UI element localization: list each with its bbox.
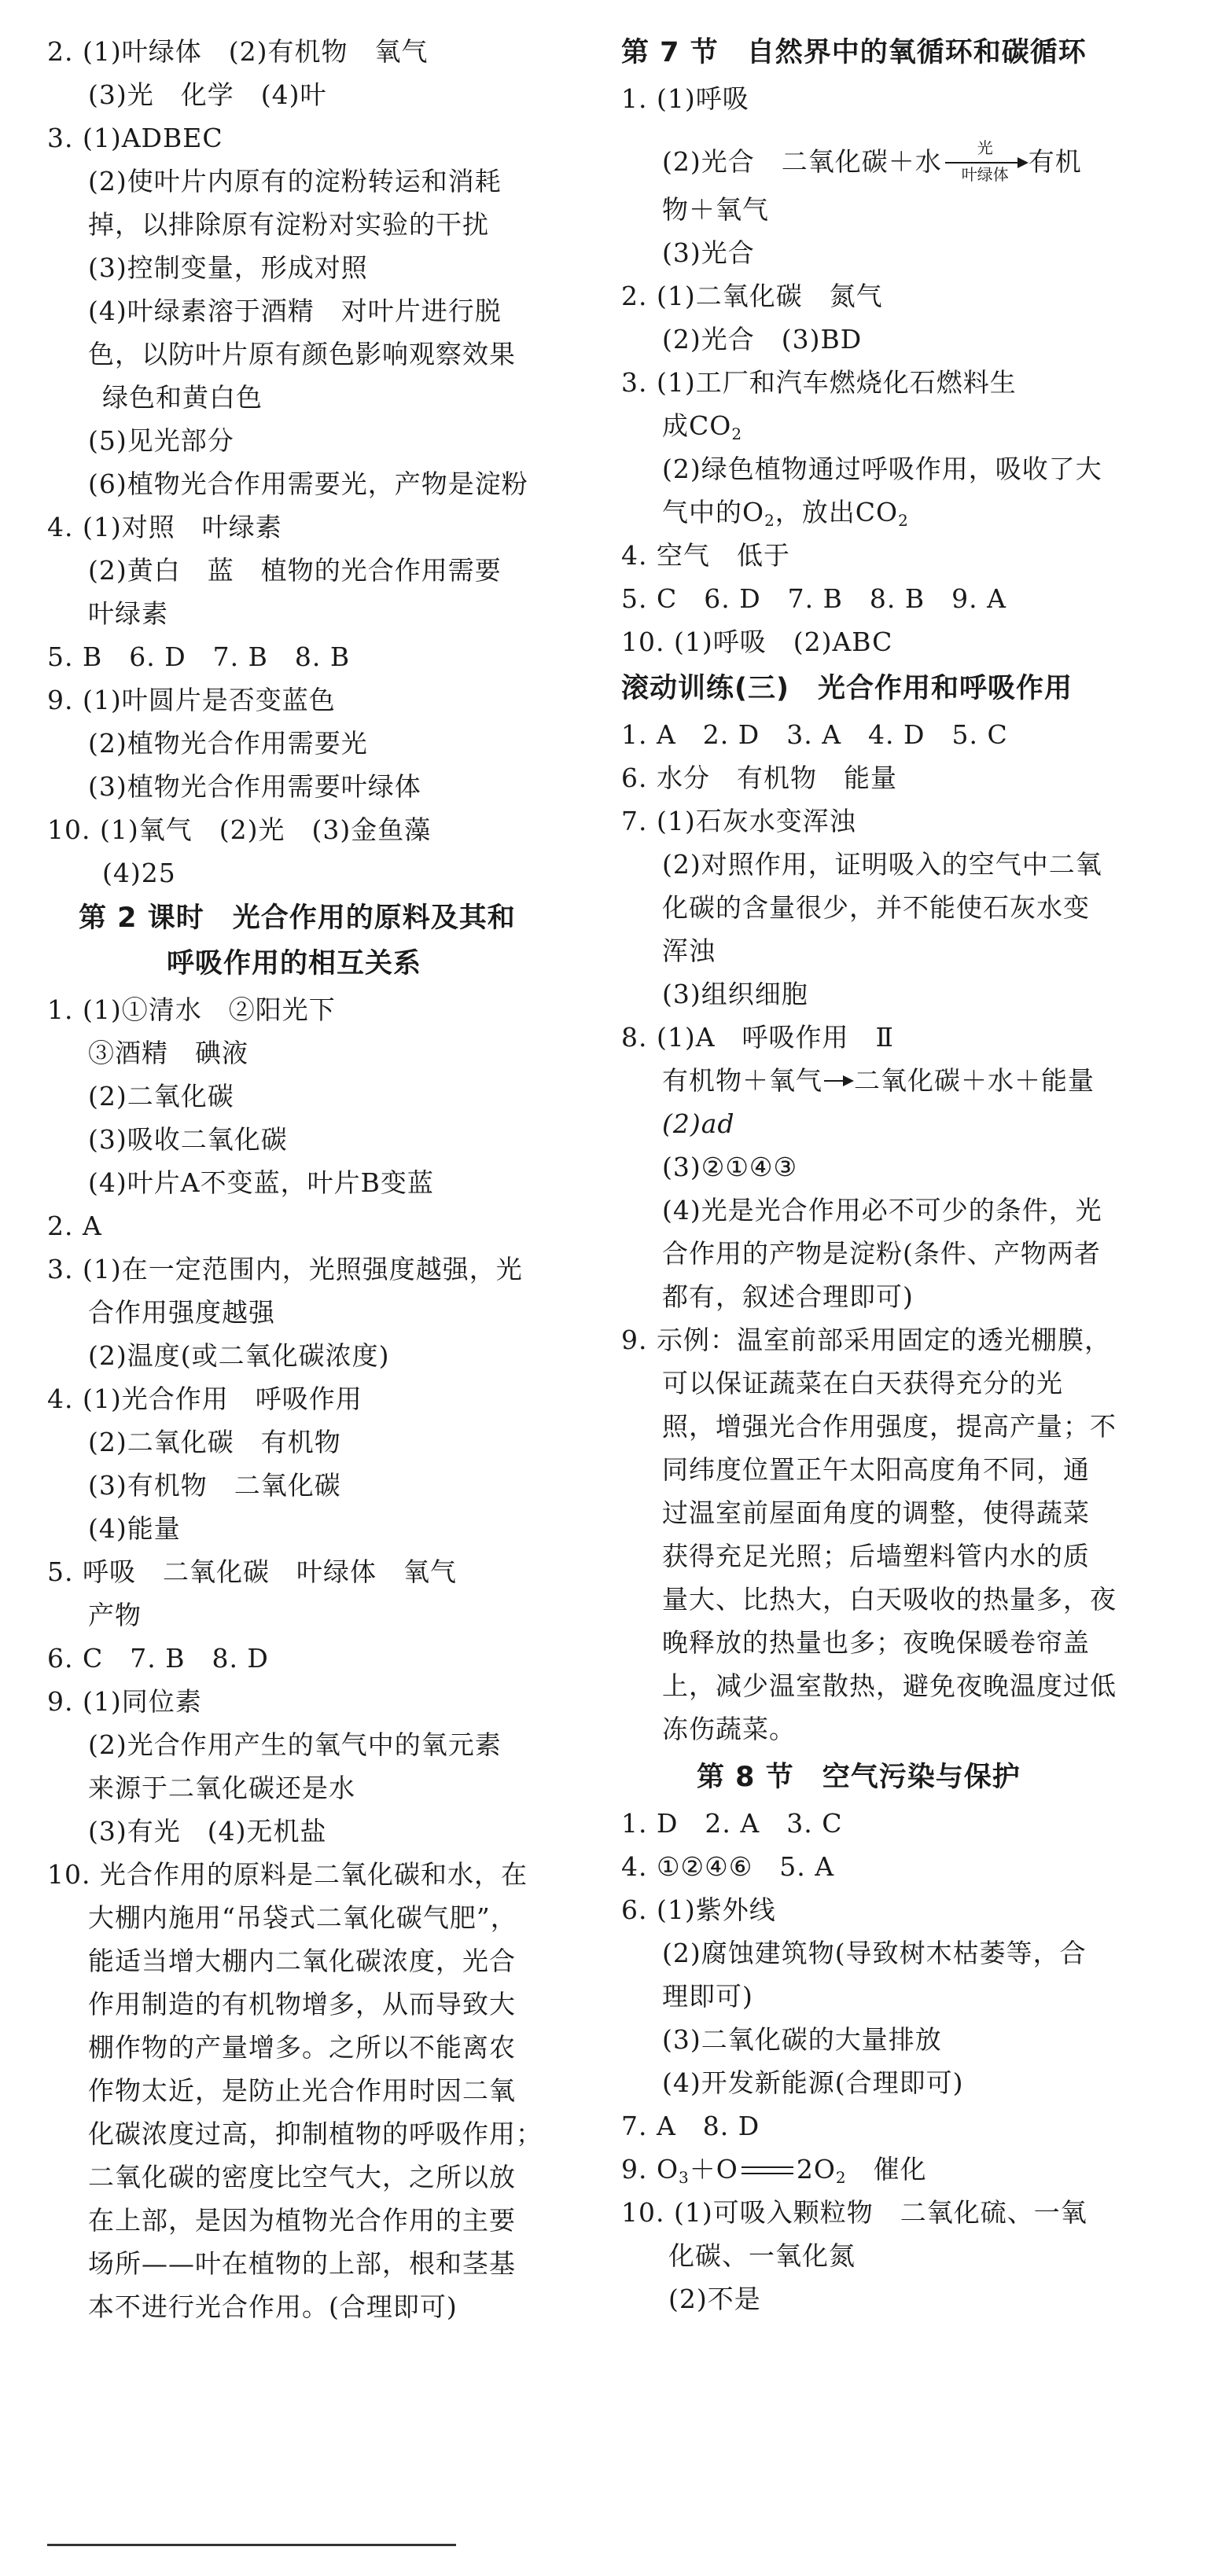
section-heading-lesson-2-cont: 呼吸作用的相互关系	[167, 948, 422, 979]
subscript: 2	[731, 424, 743, 443]
answer-line: 合作用的产物是淀粉(条件、产物两者	[662, 1238, 1101, 1269]
answer-line: ③酒精 碘液	[88, 1038, 248, 1068]
answer-line: 2. (1)二氧化碳 氮气	[621, 281, 883, 311]
arrow-condition-top: 光	[977, 138, 993, 157]
answer-line: 8. (1)A 呼吸作用 Ⅱ	[621, 1022, 894, 1053]
answer-line: 能适当增大棚内二氧化碳浓度，光合	[88, 1946, 516, 1976]
answer-line: (3)吸收二氧化碳	[88, 1124, 288, 1155]
answer-line: (2)绿色植物通过呼吸作用，吸收了大	[662, 454, 1102, 484]
answer-line: (3)有机物 二氧化碳	[88, 1470, 341, 1501]
answer-line: 9. (1)同位素	[47, 1686, 202, 1717]
answer-line: 产物	[88, 1600, 142, 1630]
answer-line: (2)植物光合作用需要光	[88, 728, 368, 759]
answer-line: 二氧化碳的密度比空气大，之所以放	[88, 2162, 516, 2192]
answer-line-equation	[662, 138, 1082, 184]
section-heading-section-8: 第 8 节 空气污染与保护	[697, 1762, 1021, 1793]
bottom-rule	[47, 2544, 456, 2546]
answer-line: 10. 光合作用的原料是二氧化碳和水，在	[47, 1859, 528, 1890]
answer-line: 晚释放的热量也多；夜晚保暖卷帘盖	[662, 1627, 1090, 1658]
answer-line: 9. 示例：温室前部采用固定的透光棚膜，	[621, 1325, 1111, 1355]
answer-line: (4)光是光合作用必不可少的条件，光	[662, 1195, 1102, 1226]
answer-line: 棚作物的产量增多。之所以不能离农	[88, 2032, 516, 2063]
answer-line: 场所——叶在植物的上部，根和茎基	[88, 2248, 516, 2279]
formula-text: 催化	[846, 2154, 927, 2185]
reaction-arrow-icon	[822, 1064, 854, 1098]
answer-line: 6. C 7. B 8. D	[47, 1643, 269, 1674]
answer-line: 5. C 6. D 7. B 8. B 9. A	[621, 583, 1006, 614]
section-heading-review-3: 滚动训练(三) 光合作用和呼吸作用	[621, 673, 1073, 704]
answer-line: 同纬度位置正午太阳高度角不同，通	[662, 1454, 1090, 1485]
section-heading-lesson-2: 第 2 课时 光合作用的原料及其和	[79, 902, 516, 934]
answer-line-equation	[662, 1064, 1095, 1098]
equation-text: 有机物＋氧气	[662, 1065, 822, 1096]
answer-line: 在上部，是因为植物光合作用的主要	[88, 2205, 516, 2236]
answer-line: (2)二氧化碳 有机物	[88, 1427, 341, 1457]
answer-line: (2)使叶片内原有的淀粉转运和消耗	[88, 166, 502, 197]
answer-line: 都有，叙述合理即可)	[662, 1281, 914, 1312]
answer-line: (2)二氧化碳	[88, 1081, 234, 1112]
answer-line: 3. (1)ADBEC	[47, 123, 223, 153]
subscript: 3	[679, 2168, 690, 2187]
equation-text: (2)光合 二氧化碳＋水	[662, 146, 942, 177]
answer-line: 2. A	[47, 1211, 102, 1241]
answer-line: 照，增强光合作用强度，提高产量；不	[662, 1411, 1117, 1442]
answer-line: 7. (1)石灰水变浑浊	[621, 806, 856, 836]
answer-line: (2)ad	[662, 1108, 735, 1139]
answer-line: (3)控制变量，形成对照	[88, 252, 368, 283]
answer-line-equation	[621, 2152, 927, 2187]
answer-line: 10. (1)氧气 (2)光 (3)金鱼藻	[47, 814, 432, 845]
answer-line: 4. (1)对照 叶绿素	[47, 512, 282, 542]
formula-text: 成CO	[662, 410, 732, 441]
answer-line: (2)腐蚀建筑物(导致树木枯萎等，合	[662, 1938, 1087, 1968]
answer-line: 1. (1)呼吸	[621, 83, 749, 114]
answer-line: 9. (1)叶圆片是否变蓝色	[47, 685, 336, 715]
answer-line: 3. (1)工厂和汽车燃烧化石燃料生	[621, 367, 1017, 398]
answer-line: 可以保证蔬菜在白天获得充分的光	[662, 1368, 1063, 1398]
answer-line: 7. A 8. D	[621, 2111, 760, 2141]
answer-line: (2)不是	[668, 2284, 761, 2314]
answer-line: (2)黄白 蓝 植物的光合作用需要	[88, 555, 502, 586]
answer-line: 10. (1)呼吸 (2)ABC	[621, 627, 893, 657]
answer-line: (4)叶绿素溶于酒精 对叶片进行脱	[88, 296, 502, 326]
answer-line: (3)光 化学 (4)叶	[88, 79, 327, 110]
equation-text: 二氧化碳＋水＋能量	[854, 1065, 1095, 1096]
answer-line: 1. A 2. D 3. A 4. D 5. C	[621, 719, 1008, 750]
answer-line-formula	[662, 409, 742, 443]
formula-text: ＋O	[689, 2154, 738, 2185]
answer-line: 4. ①②④⑥ 5. A	[621, 1851, 835, 1882]
answer-line: 来源于二氧化碳还是水	[88, 1773, 355, 1803]
answer-line: 3. (1)在一定范围内，光照强度越强，光	[47, 1254, 523, 1284]
subscript: 2	[764, 511, 775, 530]
answer-line: (3)组织细胞	[662, 979, 808, 1009]
reaction-arrow-icon	[942, 138, 1029, 184]
subscript: 2	[835, 2168, 847, 2187]
answer-line: 叶绿素	[88, 598, 168, 629]
answer-line: 10. (1)可吸入颗粒物 二氧化硫、一氧	[621, 2197, 1087, 2228]
answer-line: (5)见光部分	[88, 425, 234, 456]
reaction-equals-icon	[738, 2152, 797, 2187]
answer-line: (6)植物光合作用需要光，产物是淀粉	[88, 469, 528, 499]
formula-text: 9. O	[621, 2154, 679, 2185]
arrow-condition-bottom: 叶绿体	[961, 165, 1009, 184]
answer-line: 物＋氧气	[662, 194, 769, 225]
answer-line: 合作用强度越强	[88, 1297, 275, 1328]
answer-line: 上，减少温室散热，避免夜晚温度过低	[662, 1670, 1117, 1701]
answer-line: 绿色和黄白色	[102, 382, 263, 413]
answer-line: 冻伤蔬菜。	[662, 1714, 796, 1744]
answer-line: 作用制造的有机物增多，从而导致大	[88, 1989, 516, 2019]
answer-line: 5. 呼吸 二氧化碳 叶绿体 氧气	[47, 1556, 457, 1587]
answer-line-formula	[662, 495, 909, 530]
answer-line: 色，以防叶片原有颜色影响观察效果	[88, 339, 516, 369]
answer-line: 6. (1)紫外线	[621, 1894, 776, 1925]
answer-line: 4. 空气 低于	[621, 540, 790, 571]
answer-line: (3)植物光合作用需要叶绿体	[88, 771, 421, 802]
answer-line: (3)有光 (4)无机盐	[88, 1816, 327, 1847]
answer-line: (4)能量	[88, 1513, 181, 1544]
answer-line: 1. D 2. A 3. C	[621, 1808, 843, 1839]
answer-line: 浑浊	[662, 935, 716, 966]
answer-line: 过温室前屋面角度的调整，使得蔬菜	[662, 1497, 1090, 1528]
answer-line: (4)开发新能源(合理即可)	[662, 2067, 964, 2098]
answer-line: 理即可)	[662, 1981, 753, 2012]
answer-line: 4. (1)光合作用 呼吸作用	[47, 1384, 362, 1414]
answer-line: (3)②①④③	[662, 1152, 798, 1182]
answer-line: 获得充足光照；后墙塑料管内水的质	[662, 1541, 1090, 1571]
answer-line: (4)25	[102, 858, 176, 888]
answer-line: (2)温度(或二氧化碳浓度)	[88, 1340, 390, 1371]
answer-line: 量大、比热大，白天吸收的热量多，夜	[662, 1584, 1117, 1615]
answer-line: 化碳浓度过高，抑制植物的呼吸作用；	[88, 2118, 543, 2149]
section-heading-section-7: 第 7 节 自然界中的氧循环和碳循环	[621, 37, 1087, 68]
answer-line: (2)光合 (3)BD	[662, 324, 863, 355]
answer-line: 6. 水分 有机物 能量	[621, 763, 897, 793]
answer-line: 本不进行光合作用。(合理即可)	[88, 2291, 458, 2322]
answer-line: 大棚内施用“吊袋式二氧化碳气肥”，	[88, 1902, 517, 1933]
answer-line: (3)光合	[662, 237, 755, 268]
answer-line: 作物太近，是防止光合作用时因二氧	[88, 2075, 516, 2106]
answer-line: 化碳、一氧化氮	[668, 2240, 856, 2271]
answer-line: (2)光合作用产生的氧气中的氧元素	[88, 1729, 502, 1760]
answer-line: 2. (1)叶绿体 (2)有机物 氧气	[47, 36, 429, 67]
answer-line: (3)二氧化碳的大量排放	[662, 2024, 942, 2055]
answer-line: 掉，以排除原有淀粉对实验的干扰	[88, 209, 489, 240]
answer-line: (2)对照作用，证明吸入的空气中二氧	[662, 849, 1102, 880]
subscript: 2	[898, 511, 909, 530]
formula-text: 气中的O	[662, 497, 765, 527]
equation-text: 有机	[1028, 146, 1082, 177]
answer-line: 化碳的含量很少，并不能使石灰水变	[662, 892, 1090, 923]
formula-text: ，放出CO	[775, 497, 899, 527]
formula-text: 2O	[796, 2154, 836, 2185]
answer-line: (4)叶片A不变蓝，叶片B变蓝	[88, 1167, 434, 1198]
answer-line: 1. (1)①清水 ②阳光下	[47, 994, 336, 1025]
answer-line: 5. B 6. D 7. B 8. B	[47, 641, 351, 672]
